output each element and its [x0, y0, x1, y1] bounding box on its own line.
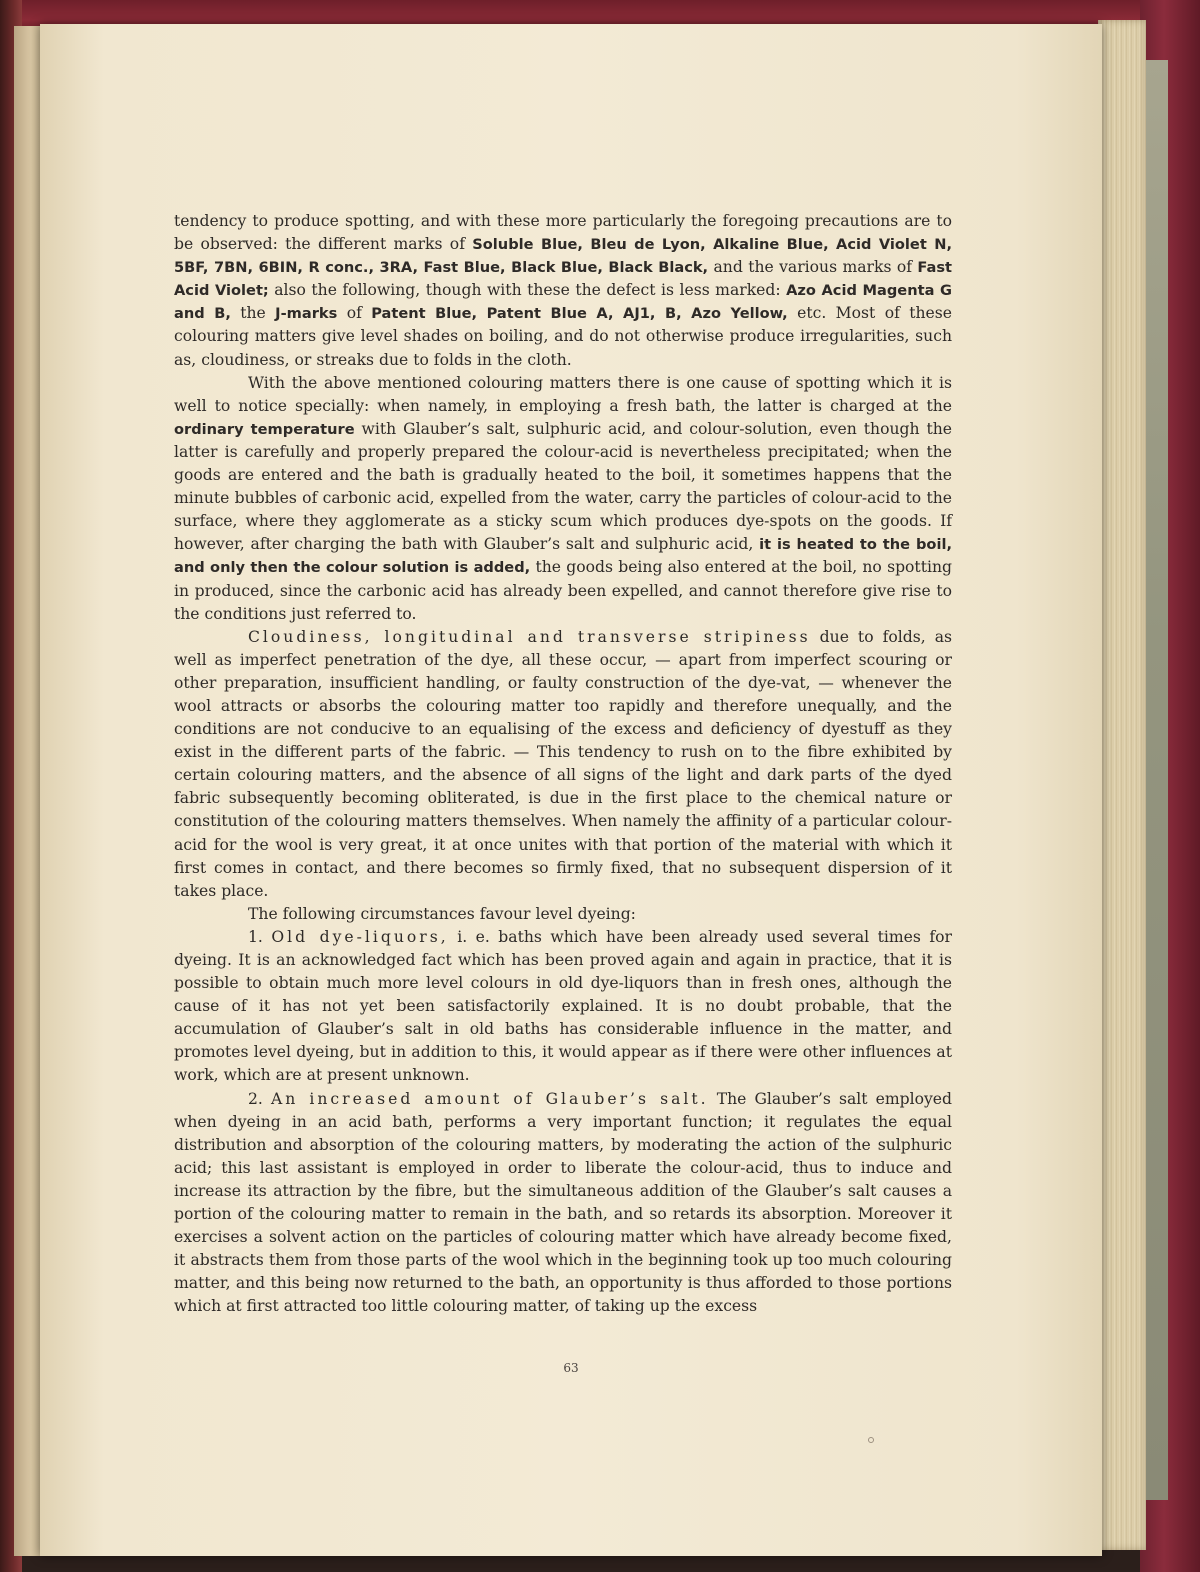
- paragraph: [174, 626, 952, 903]
- bold-run: Patent Blue, Patent Blue A, AJ1, B, Azo Yellow,: [371, 305, 788, 323]
- spine-cloth-strip: [1146, 60, 1168, 1500]
- paragraph: [174, 903, 952, 926]
- text-run: the: [230, 304, 276, 323]
- facing-page-edge: [14, 26, 43, 1556]
- paragraph: [174, 210, 952, 372]
- text-run: The following circumstances favour level dyeing:: [248, 904, 636, 923]
- text-run: of: [337, 304, 372, 323]
- text-run: the goods being also entered at the boil, no spotting in produced, since the carbonic acid has already been expelled, and cannot therefore give rise to the conditions just referred to.: [174, 558, 952, 623]
- text-run: The Glauber’s salt employed when dyeing in an acid bath, performs a very important function; it regulates the equal distribution and absorption of the colouring matters, by moderating the action of the sulphuric acid; this last assistant is employed in order to liberate the colour-acid, thus to induce and increase its attraction by the fibre, but the simultaneous addition of the Glauber’s salt causes a portion of the colouring matter to remain in the bath, and so retards its absorption. Moreover it exercises a solvent action on the particles of colouring matter which have already become fixed, it abstracts them from those parts of the wool which in the beginning took up too much colouring matter, and this being now returned to the bath, an opportunity is thus afforded to those portions which at first attracted too little colouring matter, of taking up the excess: [174, 1089, 952, 1316]
- text-run: i. e. baths which have been already used several times for dyeing. It is an acknowledged fact which has been proved again and again in practice, that it is possible to obtain much more level colours in old dye-liquors than in fresh ones, although the cause of it has not yet been satisfactorily explained. It is no doubt probable, that the accumulation of Glauber’s salt in old baths has considerable influence in the matter, and promotes level dyeing, but in addition to this, it would appear as if there were other influences at work, which are at present unknown.: [174, 927, 952, 1085]
- text-run: and the various marks of: [708, 258, 918, 277]
- bold-run: Fast Acid Violet;: [174, 259, 953, 300]
- text-run: 1.: [248, 927, 272, 946]
- spaced-run: Cloudiness, longitudinal and transverse stripiness: [248, 627, 811, 646]
- body-text: [174, 210, 952, 1319]
- bold-run: it is heated to the boil, and only then the colour solution is added,: [174, 536, 952, 577]
- text-run: 2.: [248, 1089, 271, 1108]
- paragraph: [174, 372, 952, 626]
- text-run: also the following, though with these the defect is less marked:: [268, 281, 787, 300]
- spaced-run: An increased amount of Glauber’s salt.: [270, 1089, 709, 1108]
- bold-run: J-marks: [275, 305, 338, 323]
- page-block-edges: [1098, 20, 1146, 1550]
- text-run: with Glauber’s salt, sulphuric acid, and colour-solution, even though the latter is carefully and properly prepared the colour-acid is nevertheless precipitated; when the goods are entered and the bath is gradually heated to the boil, it sometimes happens that the minute bubbles of carbonic acid, expelled from the water, carry the particles of colour-acid to the surface, where they agglomerate as a sticky scum which produces dye-spots on the goods. If however, after charging the bath with Glauber’s salt and sulphuric acid,: [174, 419, 952, 554]
- paragraph: [174, 1088, 952, 1319]
- text-run: due to folds, as well as imperfect penetration of the dye, all these occur, — apart from imperfect scouring or other preparation, insufficient handling, or faulty construction of the dye-vat, — whenever the wool attracts or absorbs the colouring matter too rapidly and therefore unequally, and the conditions are not conducive to an equalising of the excess and deficiency of dyestuff as they exist in the different parts of the fabric. — This tendency to rush on to the fibre exhibited by certain colouring matters, and the absence of all signs of the light and dark parts of the dyed fabric subsequently becoming obliterated, is due in the first place to the chemical nature or constitution of the colouring matters themselves. When namely the affinity of a particular colour-acid for the wool is very great, it at once unites with that portion of the material with which it first comes in contact, and there becomes so firmly fixed, that no subsequent dispersion of it takes place.: [174, 627, 952, 900]
- bold-run: Azo Acid Magenta G and B,: [174, 282, 952, 323]
- text-run: tendency to produce spotting, and with these more particularly the foregoing precautions are to be observed: the different marks of: [174, 212, 952, 254]
- bold-run: ordinary temperature: [174, 420, 355, 438]
- bold-run: Soluble Blue, Bleu de Lyon, Alkaline Blue, Acid Violet N, 5BF, 7BN, 6BIN, R conc., 3RA, Fast Blue, Black Blue, Black Black,: [174, 236, 952, 277]
- text-run: With the above mentioned colouring matters there is one cause of spotting which it is well to notice specially: when namely, in employing a fresh bath, the latter is charged at the: [174, 373, 952, 415]
- book-page: [40, 24, 1102, 1556]
- text-run: etc. Most of these colouring matters give level shades on boiling, and do not otherwise produce irregularities, such as, cloudiness, or streaks due to folds in the cloth.: [174, 304, 953, 369]
- spaced-run: Old dye-liquors,: [271, 927, 449, 946]
- paper-speck: [868, 1437, 874, 1443]
- page-number: 63: [563, 1361, 579, 1375]
- paragraph: [174, 926, 952, 1088]
